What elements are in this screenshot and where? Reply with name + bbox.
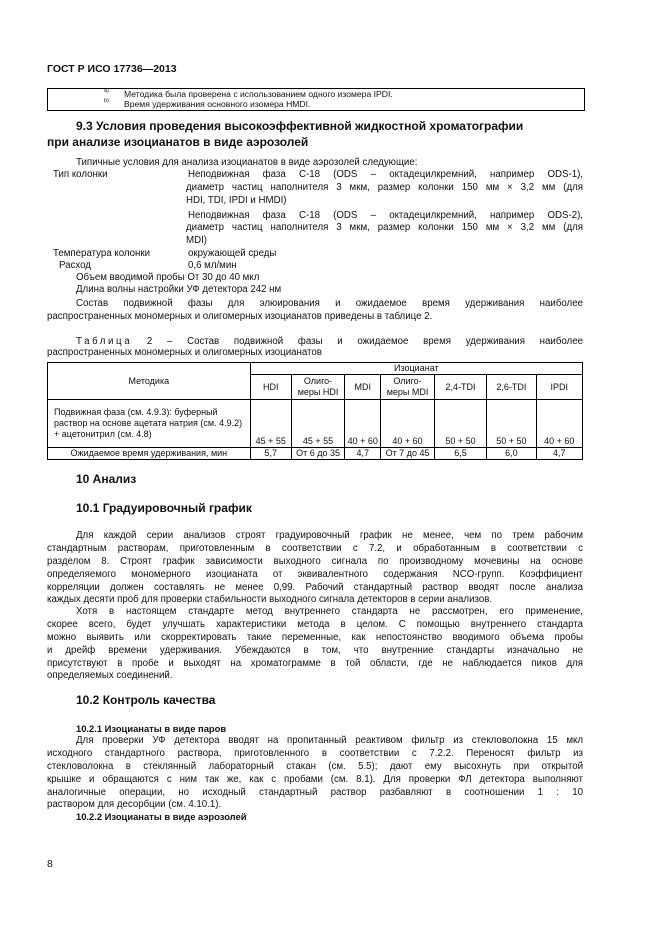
table-col-hdi: HDI xyxy=(250,375,291,400)
section-9-3-title-line1: 9.3 Условия проведения высокоэффективной жидкостной хроматографии xyxy=(76,119,524,133)
table-2 xyxy=(47,362,583,460)
table-header-row-1 xyxy=(48,363,583,375)
column-option-1-line2: диаметр частиц наполнителя 3 мкм, размер колонки 150 мм × 3,2 мм (для xyxy=(186,182,583,193)
footnote-text: Методика была проверена с использованием одного изомера IPDI. xyxy=(124,89,393,99)
para-10-1b-line1: Хотя в настоящем стандарте метод внутреннего стандарта не рассмотрен, его применение, xyxy=(76,606,583,617)
para-10-2-1-line2: исходного стандартного раствора, приготовленного в соответствии с 7.2.2. Переносят фильтр из xyxy=(47,748,583,759)
para-10-2-1-line6: раствором для десорбции (см. 4.10.1). xyxy=(47,799,222,810)
table-col-mdi-oligomers: Олиго-меры MDI xyxy=(381,375,434,400)
table-col-hdi-oligomers: Олиго-меры HDI xyxy=(291,375,344,400)
table-cell: 50 + 50 xyxy=(434,400,486,448)
uv-wavelength: Длина волны настройки УФ детектора 242 нм xyxy=(76,284,282,295)
para-10-1-line5: корреляции должен составлять не менее 0,99. Рабочий стандартный раствор вводят после анализа xyxy=(47,582,583,593)
para-10-1b-line2: скорее всего, будет улучшать характеристики метода в целом. С помощью внутреннего стандарта xyxy=(47,619,583,630)
para-10-1b-line4: и дрейф времени удерживания. Убеждаются в том, что внутренние стандарты изначально не xyxy=(47,645,583,656)
para-10-2-1-line4: крышке и обращаются с ним так же, как с пробами (см. 8.1). Для проверки ФЛ детектора выполняют xyxy=(47,774,583,785)
table-cell: 50 + 50 xyxy=(487,400,536,448)
flow-value: 0,6 мл/мин xyxy=(188,260,237,271)
mobile-phase-line1: Состав подвижной фазы для элюирования и ожидаемое время удерживания наиболее xyxy=(76,298,583,309)
column-option-2-line2: диаметр частиц наполнителя 3 мкм, размер колонки 150 мм × 3,2 мм (для xyxy=(186,222,583,233)
injection-volume: Объем вводимой пробы От 30 до 40 мкл xyxy=(76,272,260,283)
para-10-1-line3: разделом 8. Строят график зависимости выходного сигнала по производному мочевины на основе xyxy=(47,556,583,567)
table-caption-word: Таблица xyxy=(76,336,133,347)
column-option-1-line1: Неподвижная фаза С-18 (ODS – октадецилкремний, например ODS-1), xyxy=(188,169,583,180)
page-number: 8 xyxy=(47,858,53,870)
para-10-1-line1: Для каждой серии анализов строят градуировочный график не менее, чем по трем рабочим xyxy=(76,530,583,541)
section-10-2-title: 10.2 Контроль качества xyxy=(76,693,216,707)
column-option-2-line3: MDI) xyxy=(186,235,207,246)
flow-label: Расход xyxy=(59,260,91,271)
footnote-mark: b) xyxy=(104,98,109,104)
table-row-retention xyxy=(48,448,583,460)
para-10-2-1-line1: Для проверки УФ детектора вводят на пропитанный реактивом фильтр из стекловолокна 15 мкл xyxy=(76,735,583,746)
column-temp-label: Температура колонки xyxy=(53,248,151,259)
table-caption-rest: 2 – Состав подвижной фазы и ожидаемое время удерживания наиболее xyxy=(146,336,583,347)
para-10-1-line2: стандартным растворам, приготовленным в соответствии с 7.2, и обработанным в соответствии с xyxy=(47,543,583,554)
column-option-2-line1: Неподвижная фаза С-18 (ODS – октадецилкремний, например ODS-2), xyxy=(188,210,583,221)
table-row-mobile-phase xyxy=(48,400,583,448)
table-cell: 40 + 60 xyxy=(381,400,434,448)
table-cell: 6,5 xyxy=(434,448,486,460)
table-col-24tdi: 2,4-TDI xyxy=(434,375,486,400)
table-head-isocyanate: Изоцианат xyxy=(250,363,582,375)
table-cell: 40 + 60 xyxy=(345,400,381,448)
mobile-phase-line2: распространенных мономерных и олигомерных изоцианатов приведены в таблице 2. xyxy=(47,311,433,322)
column-temp-value: окружающей среды xyxy=(188,248,277,259)
table-col-26tdi: 2,6-TDI xyxy=(487,375,536,400)
table-col-mdi: MDI xyxy=(345,375,381,400)
table-cell: 45 + 55 xyxy=(291,400,344,448)
table-cell: 45 + 55 xyxy=(250,400,291,448)
subsection-10-2-1-title: 10.2.1 Изоцианаты в виде паров xyxy=(76,723,227,734)
column-option-1-line3: HDI, TDI, IPDI и HMDI) xyxy=(186,195,287,206)
para-10-1b-line5: присутствуют в пробе и выходят на хроматограмме в той области, где не наблюдается пиков для xyxy=(47,658,583,669)
para-10-2-1-line5: аналогичные операции, но исходный стандартный раствор разбавляют в соотношении 1 : 10 xyxy=(47,787,583,798)
table-col-ipdi: IPDI xyxy=(536,375,582,400)
table-cell: От 7 до 45 xyxy=(381,448,434,460)
table-row-label: Подвижная фаза (см. 4.9.3): буферный раствор на основе ацетата натрия (см. 4.9.2) + ацетонитрил (см. 4.8) xyxy=(48,400,251,448)
para-10-1-line6: каждых десяти проб для проверки стабильности выходного сигнала детекторов в серии анализов. xyxy=(47,594,493,605)
table-cell: От 6 до 35 xyxy=(291,448,344,460)
section-9-3-title-line2: при анализе изоцианатов в виде аэрозолей xyxy=(47,135,309,149)
section-10-1-title: 10.1 Градуировочный график xyxy=(76,501,252,515)
para-10-1b-line6: определяемых соединений. xyxy=(47,670,173,681)
table-caption-line2: распространенных мономерных и олигомерных изоцианатов xyxy=(47,347,322,358)
column-type-label: Тип колонки xyxy=(53,169,108,180)
table-cell: 4,7 xyxy=(345,448,381,460)
table-footnotes-box xyxy=(47,88,585,111)
table-cell: 4,7 xyxy=(536,448,582,460)
document-header: ГОСТ Р ИСО 17736—2013 xyxy=(47,63,177,75)
table-cell: 40 + 60 xyxy=(536,400,582,448)
para-10-2-1-line3: стекловолокна в стеклянный лабораторный стакан (см. 5.5); дают ему высохнуть при открытой xyxy=(47,761,583,772)
footnote-mark: a) xyxy=(104,88,109,94)
table-row-label: Ожидаемое время удерживания, мин xyxy=(48,448,251,460)
subsection-10-2-2-title: 10.2.2 Изоцианаты в виде аэрозолей xyxy=(76,811,247,822)
para-10-1-line4: определяемого мономерного изоцианата от эквивалентного содержания NCO-групп. Коэффициент xyxy=(47,569,583,580)
table-cell: 5,7 xyxy=(250,448,291,460)
table-cell: 6,0 xyxy=(487,448,536,460)
conditions-intro: Типичные условия для анализа изоцианатов в виде аэрозолей следующие: xyxy=(76,157,418,168)
section-10-title: 10 Анализ xyxy=(76,472,137,486)
footnote-text: Время удерживания основного изомера HMDI. xyxy=(124,99,311,109)
para-10-1b-line3: можно выявить или скорректировать такие переменные, как непостоянство вводимого объема пробы xyxy=(47,632,583,643)
table-head-method: Методика xyxy=(48,363,251,400)
